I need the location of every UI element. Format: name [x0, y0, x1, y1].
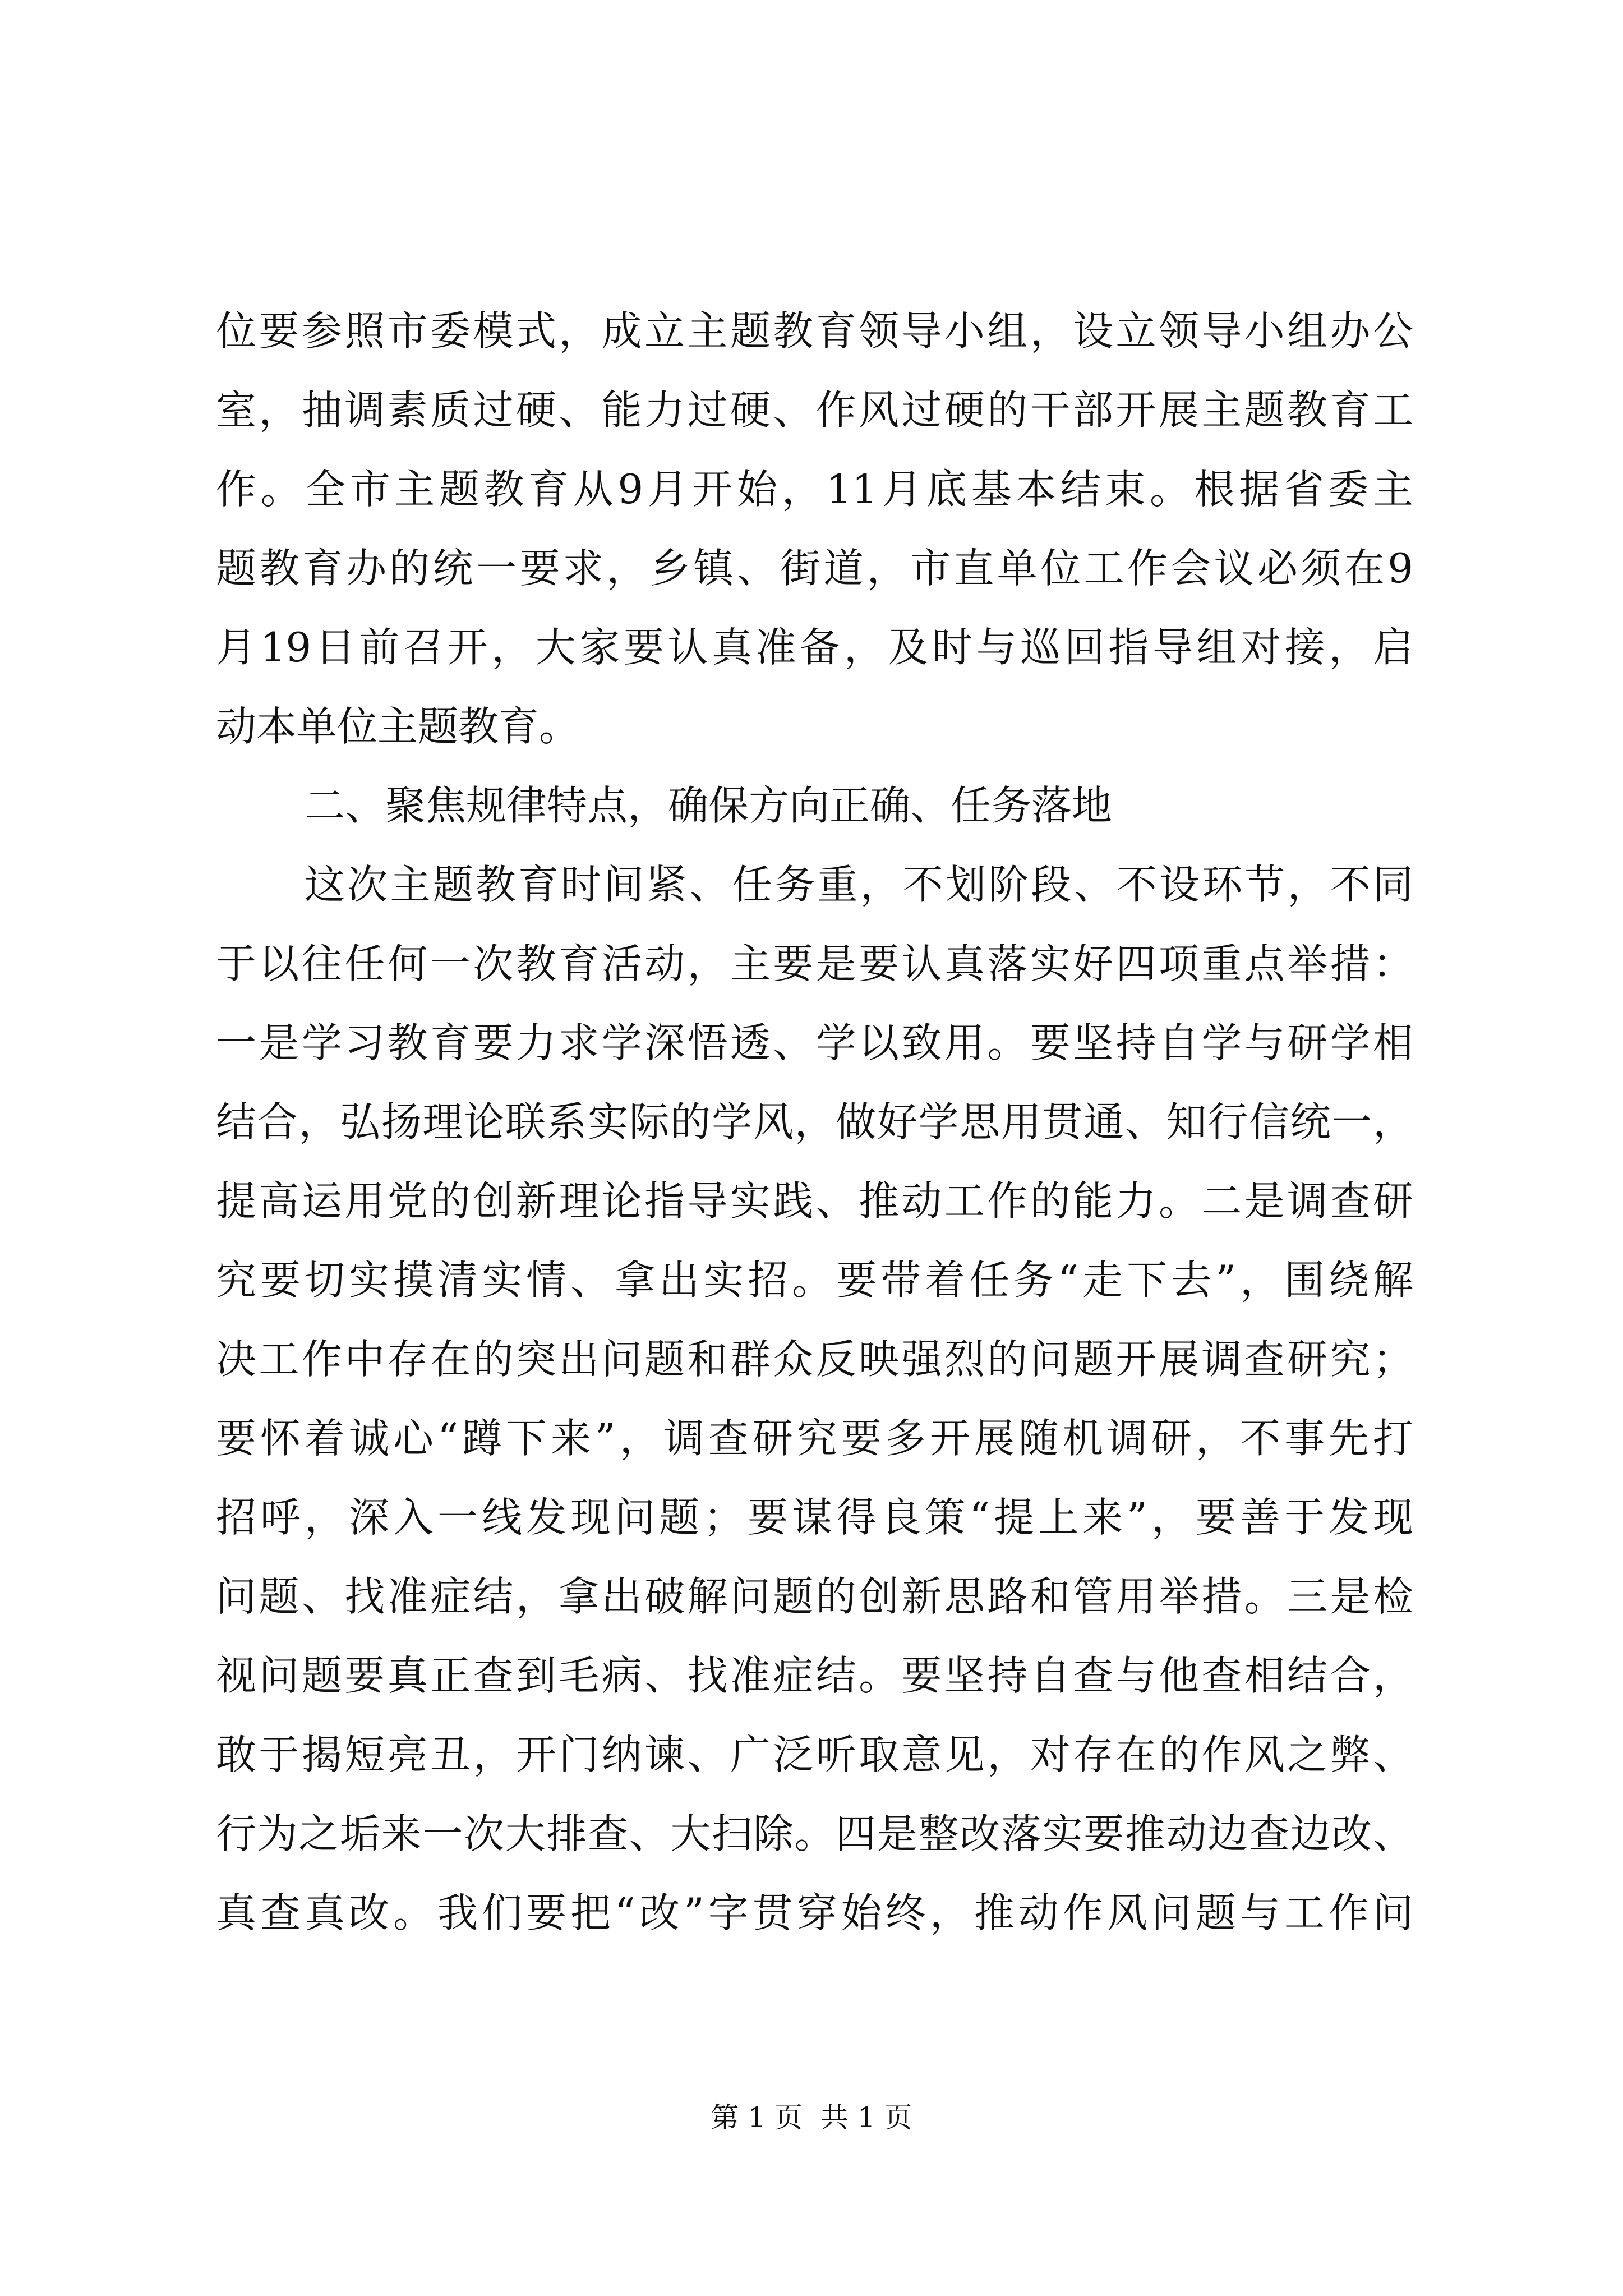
body-text	[216, 292, 1413, 1953]
text-line: 这次主题教育时间紧、任务重，不划阶段、不设环节，不同	[305, 861, 1413, 908]
text-line: 位要参照市委模式，成立主题教育领导小组，设立领导小组办公	[216, 307, 1413, 355]
text-line: 月19日前召开，大家要认真准备，及时与巡回指导组对接，启	[216, 624, 1413, 671]
text-line: 提高运用党的创新理论指导实践、推动工作的能力。二是调查研	[216, 1177, 1413, 1225]
page-footer: 第 1 页 共 1 页	[711, 2101, 912, 2134]
text-line: 一是学习教育要力求学深悟透、学以致用。要坚持自学与研学相	[216, 1019, 1413, 1066]
text-line: 作。全市主题教育从9月开始，11月底基本结束。根据省委主	[216, 466, 1413, 513]
text-line: 结合，弘扬理论联系实际的学风，做好学思用贯通、知行信统一，	[216, 1098, 1413, 1145]
text-line: 招呼，深入一线发现问题；要谋得良策“提上来”，要善于发现	[216, 1494, 1413, 1541]
text-line: 室，抽调素质过硬、能力过硬、作风过硬的干部开展主题教育工	[216, 386, 1413, 434]
text-line: 敢于揭短亮丑，开门纳谏、广泛听取意见，对存在的作风之弊、	[216, 1731, 1413, 1778]
text-line: 问题、找准症结，拿出破解问题的创新思路和管用举措。三是检	[216, 1573, 1413, 1620]
text-line: 动本单位主题教育。	[216, 703, 580, 750]
text-line: 究要切实摸清实情、拿出实招。要带着任务“走下去”，围绕解	[216, 1257, 1413, 1304]
section-heading: 二、聚焦规律特点，确保方向正确、任务落地	[305, 782, 1113, 829]
text-line: 行为之垢来一次大排查、大扫除。四是整改落实要推动边查边改、	[216, 1810, 1413, 1857]
text-line: 于以往任何一次教育活动，主要是要认真落实好四项重点举措：	[216, 940, 1413, 987]
text-line: 视问题要真正查到毛病、找准症结。要坚持自查与他查相结合，	[216, 1652, 1413, 1699]
text-line: 要怀着诚心“蹲下来”，调查研究要多开展随机调研，不事先打	[216, 1415, 1413, 1462]
text-line: 决工作中存在的突出问题和群众反映强烈的问题开展调查研究；	[216, 1336, 1413, 1383]
text-line: 真查真改。我们要把“改”字贯穿始终，推动作风问题与工作问	[216, 1889, 1413, 1936]
text-line: 题教育办的统一要求，乡镇、街道，市直单位工作会议必须在9	[216, 545, 1413, 592]
